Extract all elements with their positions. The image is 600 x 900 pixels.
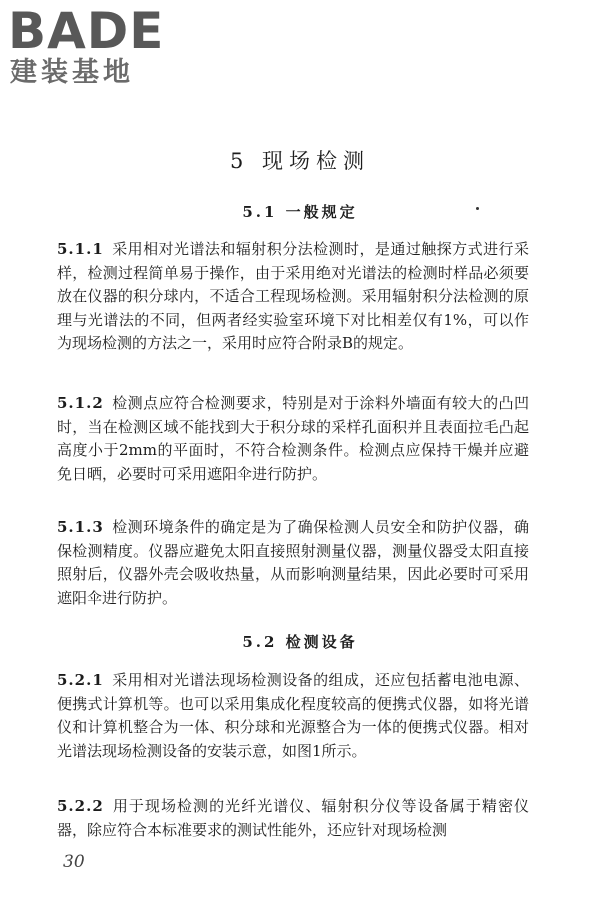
clause-text: 用于现场检测的光纤光谱仪、辐射积分仪等设备属于精密仪器，除应符合本标准要求的测试性能外，还应针对现场检测 xyxy=(57,797,529,839)
clause-5-1-2 xyxy=(57,392,529,486)
clause-5-1-1 xyxy=(57,238,529,356)
clause-text: 检测环境条件的确定是为了确保检测人员安全和防护仪器，确保检测精度。仪器应避免太阳直接照射测量仪器，测量仪器受太阳直接照射后，仪器外壳会吸收热量，从而影响测量结果，因此必要时可采用遮阳伞进行防护。 xyxy=(57,518,529,607)
clause-number: 5.1.1 xyxy=(57,240,104,258)
section-title-5-1: 5.1 一般规定 xyxy=(242,203,358,221)
clause-5-2-2 xyxy=(57,795,529,842)
clause-number: 5.1.2 xyxy=(57,394,104,412)
page-number: 30 xyxy=(63,852,85,872)
section-title-5-2: 5.2 检测设备 xyxy=(242,633,358,651)
stray-dot-mark xyxy=(476,207,479,210)
clause-number: 5.2.2 xyxy=(57,797,104,815)
clause-5-1-3 xyxy=(57,516,529,610)
logo-wordmark: BADE xyxy=(8,2,165,60)
bade-logo xyxy=(8,2,188,90)
clause-text: 检测点应符合检测要求，特别是对于涂料外墙面有较大的凸凹时，当在检测区域不能找到大于积分球的采样孔面积并且表面拉毛凸起高度小于2mm的平面时，不符合检测条件。检测点应保持干燥并应避免日晒，必要时可采用遮阳伞进行防护。 xyxy=(57,394,529,483)
clause-number: 5.1.3 xyxy=(57,518,104,536)
chapter-title: 5 现场检测 xyxy=(229,149,371,173)
clause-5-2-1 xyxy=(57,669,529,763)
clause-text: 采用相对光谱法和辐射积分法检测时，是通过触探方式进行采样，检测过程简单易于操作，由于采用绝对光谱法的检测时样品必须要放在仪器的积分球内，不适合工程现场检测。采用辐射积分法检测的原理与光谱法的不同，但两者经实验室环境下对比相差仅有1%，可以作为现场检测的方法之一，采用时应符合附录B的规定。 xyxy=(57,240,529,352)
clause-text: 采用相对光谱法现场检测设备的组成，还应包括蓄电池电源、便携式计算机等。也可以采用集成化程度较高的便携式仪器，如将光谱仪和计算机整合为一体、积分球和光源整合为一体的便携式仪器。相对光谱法现场检测设备的安装示意，如图1所示。 xyxy=(57,671,529,760)
clause-number: 5.2.1 xyxy=(57,671,104,689)
logo-subtitle: 建装基地 xyxy=(10,57,134,88)
